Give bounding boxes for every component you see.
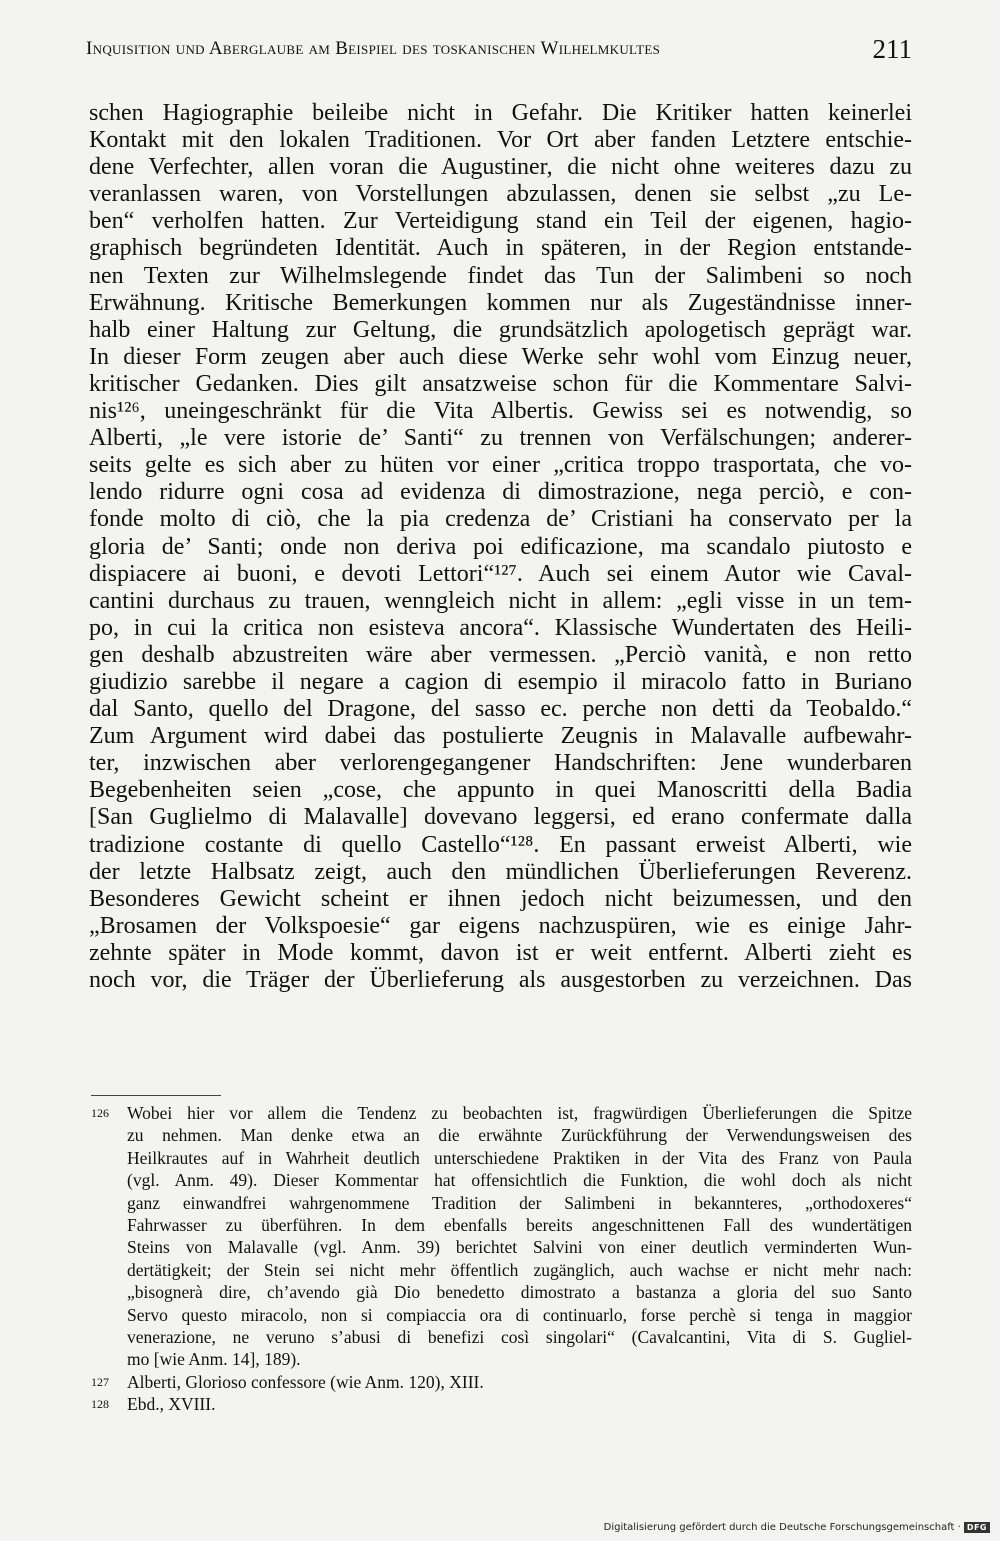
text-line: nis¹²⁶, uneingeschränkt für die Vita Albertis. Gewiss sei es notwendig, so	[89, 398, 912, 425]
footnote-128	[91, 1393, 912, 1415]
text-line: veranlassen waren, von Vorstellungen abzulassen, denen sie selbst „zu Le-	[89, 181, 912, 208]
text-line: ter, inzwischen aber verlorengegangener Handschriften: Jene wunderbaren	[89, 750, 912, 777]
running-head-title: Inquisition und Aberglaube am Beispiel des toskanischen Wilhelmkultes	[86, 38, 661, 59]
footnote-line: Wobei hier vor allem die Tendenz zu beobachten ist, fragwürdigen Überlieferungen die Spitze	[127, 1103, 912, 1123]
page-number: 211	[872, 34, 912, 64]
text-line: der letzte Halbsatz zeigt, auch den mündlichen Überlieferungen Reverenz.	[89, 858, 912, 885]
text-line: „Brosamen der Volkspoesie“ gar eigens nachzuspüren, wie es einige Jahr-	[89, 912, 912, 939]
text-line: cantini durchaus zu trauen, wenngleich nicht in allem: „egli visse in un tem-	[89, 587, 912, 614]
footnote-line-row	[91, 1169, 912, 1191]
footnote-line-row	[91, 1124, 912, 1146]
footnote-line: Alberti, Glorioso confessore (wie Anm. 120), XIII.	[127, 1371, 484, 1392]
footnote-line: „bisognerà dire, ch’avendo già Dio benedetto dimostrato a bastanza a gloria del suo Santo	[127, 1282, 912, 1303]
text-line: graphisch begründeten Identität. Auch in späteren, in der Region entstande-	[89, 235, 912, 262]
footnote-number: 128	[91, 1397, 109, 1412]
text-line: dispiacere ai buoni, e devoti Lettori“¹²⁷. Auch sei einem Autor wie Caval-	[89, 560, 912, 587]
text-line: Alberti, „le vere istorie de’ Santi“ zu trennen von Verfälschungen; anderer-	[89, 425, 912, 452]
footnote-line-row	[91, 1326, 912, 1348]
text-line: po, in cui la critica non esisteva ancora“. Klassische Wundertaten des Heili-	[89, 614, 912, 641]
footnote-line: zu nehmen. Man denke etwa an die erwähnte Zurückführung der Verwendungsweisen des	[127, 1125, 912, 1146]
footnote-line-row	[91, 1214, 912, 1236]
text-line: giudizio sarebbe il negare a cagion di esempio il miracolo fatto in Buriano	[89, 668, 912, 695]
footnote-line-row	[91, 1192, 912, 1214]
footnote-line-row	[91, 1281, 912, 1303]
footnote-line: ganz einwandfrei wahrgenommene Tradition der Salimbeni in bekannteres, „orthodoxeres“	[127, 1192, 912, 1213]
text-line: gen deshalb abzustreiten wäre aber vermessen. „Perciò vanità, e non retto	[89, 641, 912, 668]
footnote-line-row	[91, 1236, 912, 1258]
footnote-line: dertätigkeit; der Stein sei nicht mehr öffentlich zugänglich, auch wachse er nicht mehr nach:	[127, 1259, 912, 1280]
footnote-line-row	[91, 1147, 912, 1169]
footnote-line: Steins von Malavalle (vgl. Anm. 39) berichtet Salvini von einer deutlich verminderten Wun-	[127, 1237, 912, 1258]
dfg-logo: DFG	[964, 1522, 990, 1533]
footnote-line: Heilkrautes auf in Wahrheit deutlich unterschiedene Praktiken in der Vita des Franz von Paula	[127, 1147, 912, 1168]
text-line: zehnte später in Mode kommt, davon ist er weit entfernt. Alberti zieht es	[89, 939, 912, 966]
text-line: lendo ridurre ogni cosa ad evidenza di dimostrazione, nega perciò, e con-	[89, 479, 912, 506]
footnote-line: Servo questo miracolo, non si compiaccia ora di continuarlo, forse perchè si tenga in maggior	[127, 1304, 912, 1325]
footnotes	[91, 1102, 912, 1415]
text-line: In dieser Form zeugen aber auch diese Werke sehr wohl vom Einzug neuer,	[89, 343, 912, 370]
text-line: Zum Argument wird dabei das postulierte Zeugnis in Malavalle aufbewahr-	[89, 723, 912, 750]
footnote-number: 127	[91, 1374, 109, 1389]
text-line: Kontakt mit den lokalen Traditionen. Vor Ort aber fanden Letztere entschie-	[89, 127, 912, 154]
footnote-line: Ebd., XVIII.	[127, 1394, 216, 1415]
text-line: Erwähnung. Kritische Bemerkungen kommen nur als Zugeständnisse inner-	[89, 289, 912, 316]
text-line: dene Verfechter, allen voran die Augustiner, die nicht ohne weiteres dazu zu	[89, 154, 912, 181]
footnote-divider	[91, 1095, 221, 1096]
footnote-number: 126	[91, 1106, 109, 1120]
text-line: schen Hagiographie beileibe nicht in Gefahr. Die Kritiker hatten keinerlei	[89, 100, 912, 126]
text-line: gloria de’ Santi; onde non deriva poi edificazione, ma scandalo piutosto e	[89, 533, 912, 560]
footnote-line: mo [wie Anm. 14], 189).	[127, 1349, 301, 1370]
text-line: fonde molto di ciò, che la pia credenza de’ Cristiani ha conservato per la	[89, 506, 912, 533]
text-line: Begebenheiten seien „cose, che appunto in quei Manoscritti della Badia	[89, 777, 912, 804]
text-line: seits gelte es sich aber zu hüten vor einer „critica troppo trasportata, che vo-	[89, 452, 912, 479]
text-line: noch vor, die Träger der Überlieferung als ausgestorben zu verzeichnen. Das	[89, 967, 912, 993]
text-line: halb einer Haltung zur Geltung, die grundsätzlich apologetisch geprägt war.	[89, 316, 912, 343]
footnote-127	[91, 1371, 912, 1393]
text-line: kritischer Gedanken. Dies gilt ansatzweise schon für die Kommentare Salvi-	[89, 370, 912, 397]
text-line: dal Santo, quello del Dragone, del sasso ec. perche non detti da Teobaldo.“	[89, 696, 912, 723]
footnote-line-row	[91, 1304, 912, 1326]
text-line: ben“ verholfen hatten. Zur Verteidigung stand ein Teil der eigenen, hagio-	[89, 208, 912, 235]
footnote-line: Fahrwasser zu überführen. In dem ebenfalls bereits angeschnittenen Fall des wundertätigen	[127, 1214, 912, 1235]
text-line: Besonderes Gewicht scheint er ihnen jedoch nicht beizumessen, und den	[89, 885, 912, 912]
footnote-line: venerazione, ne veruno s’abusi di benefizi così singolari“ (Cavalcantini, Vita di S. Gugliel-	[127, 1326, 912, 1347]
digitization-credit	[604, 1522, 990, 1533]
credit-text: Digitalisierung gefördert durch die Deutsche Forschungsgemeinschaft ·	[603, 1522, 961, 1533]
running-header	[86, 34, 912, 68]
footnote-line-row	[91, 1348, 912, 1370]
footnote-126	[91, 1102, 912, 1124]
text-line: [San Guglielmo di Malavalle] dovevano leggersi, ed erano confermate dalla	[89, 804, 912, 831]
footnote-line-row	[91, 1259, 912, 1281]
text-line: nen Texten zur Wilhelmslegende findet das Tun der Salimbeni so noch	[89, 262, 912, 289]
text-line: tradizione costante di quello Castello“¹²⁸. En passant erweist Alberti, wie	[89, 831, 912, 858]
main-text	[89, 100, 912, 994]
footnote-line: (vgl. Anm. 49). Dieser Kommentar hat offensichtlich die Funktion, die wohl doch als nicht	[127, 1170, 912, 1191]
